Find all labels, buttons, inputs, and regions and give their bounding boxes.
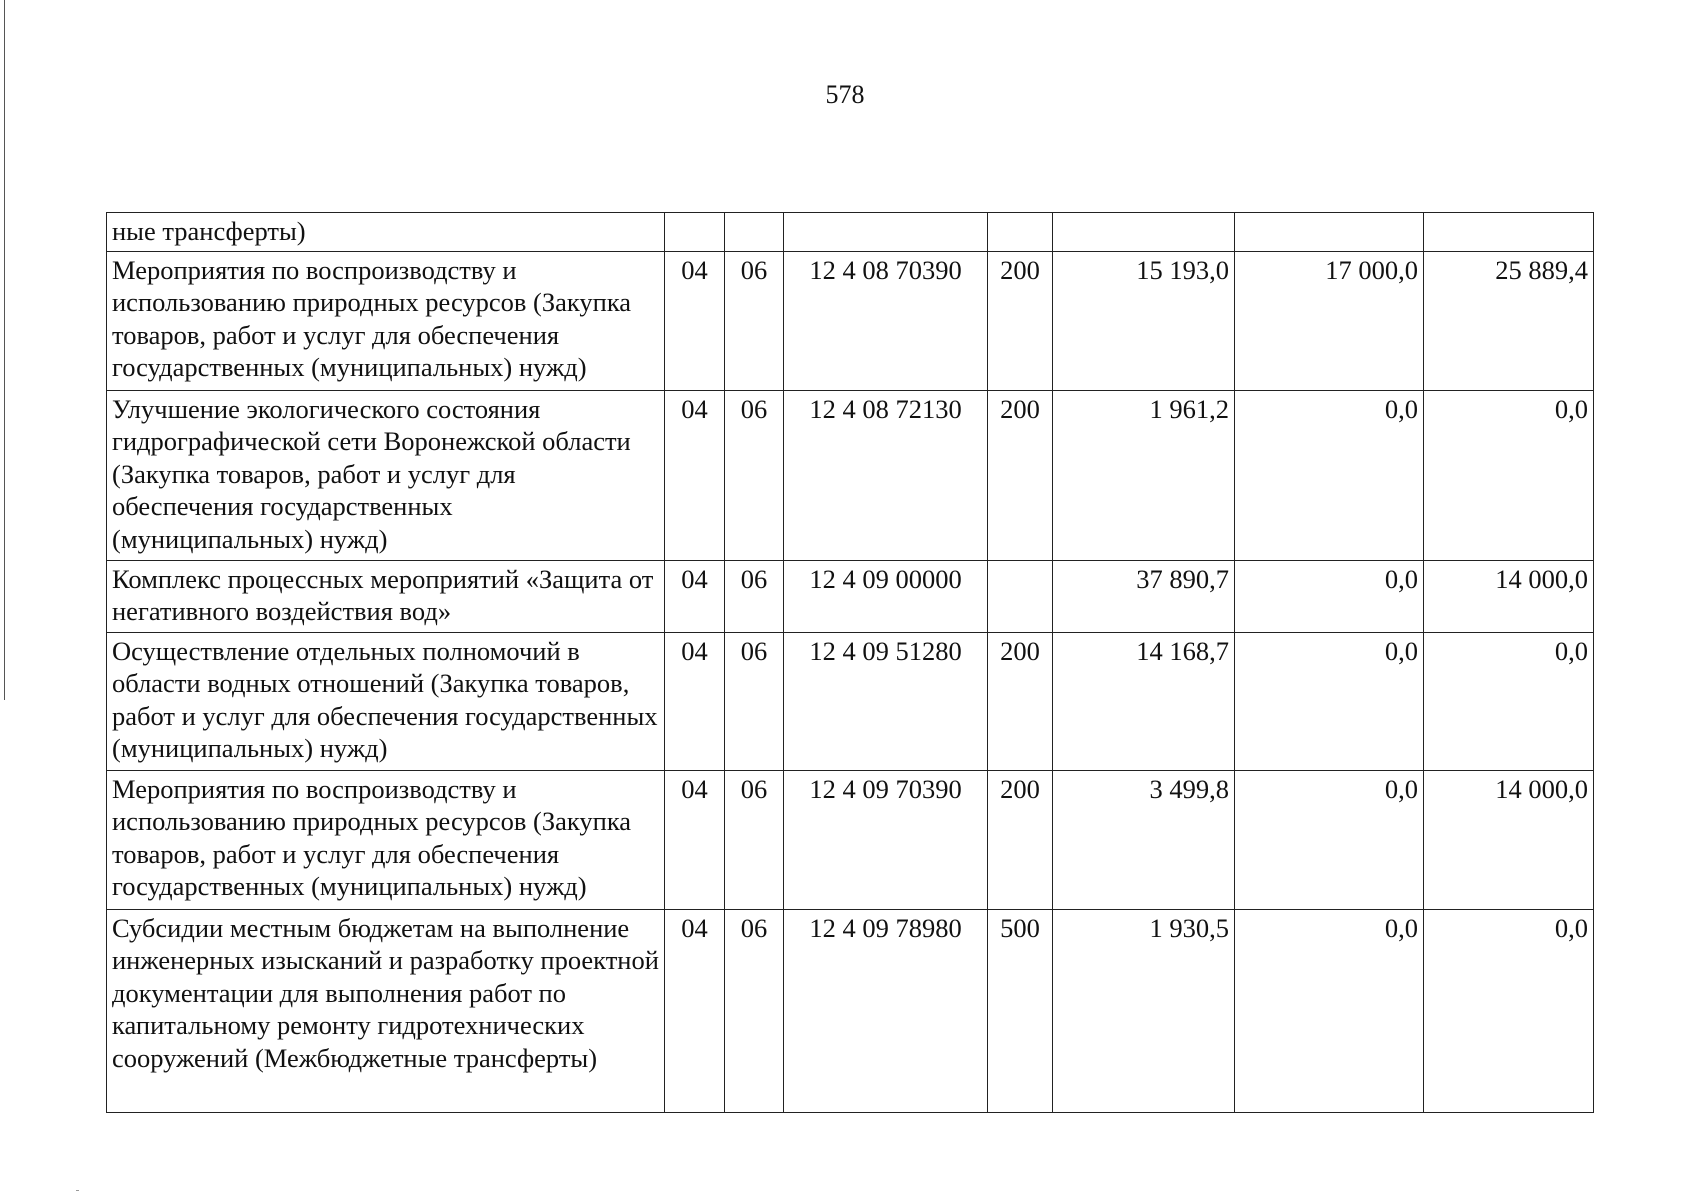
page-number: 578 (825, 80, 865, 109)
expense-type-cell (988, 213, 1053, 252)
target-article-cell: 12 4 09 78980 (784, 909, 988, 1112)
row-name-cell: ные трансферты) (107, 213, 665, 252)
amount-3-cell: 0,0 (1424, 909, 1594, 1112)
subsection-code-cell: 06 (725, 632, 784, 770)
row-name-cell: Улучшение экологического состояния гидрографической сети Воронежской области (Закупка товаров, работ и услуг для обеспечения государственных (муниципальных) нужд) (107, 390, 665, 560)
amount-2-cell: 0,0 (1235, 909, 1424, 1112)
row-name-cell: Осуществление отдельных полномочий в области водных отношений (Закупка товаров, работ и услуг для обеспечения государственных (муниципальных) нужд) (107, 632, 665, 770)
amount-1-cell: 3 499,8 (1053, 770, 1235, 909)
table-row (107, 251, 1594, 390)
row-name-cell: Комплекс процессных мероприятий «Защита от негативного воздействия вод» (107, 560, 665, 632)
table-row (107, 770, 1594, 909)
expense-type-cell: 200 (988, 390, 1053, 560)
expense-type-cell: 200 (988, 251, 1053, 390)
section-code-cell (665, 213, 725, 252)
table-row (107, 390, 1594, 560)
section-code-cell: 04 (665, 390, 725, 560)
table-row (107, 909, 1594, 1112)
section-code-cell: 04 (665, 909, 725, 1112)
subsection-code-cell: 06 (725, 560, 784, 632)
amount-1-cell: 14 168,7 (1053, 632, 1235, 770)
table-row (107, 560, 1594, 632)
amount-3-cell: 0,0 (1424, 390, 1594, 560)
amount-1-cell: 37 890,7 (1053, 560, 1235, 632)
amount-1-cell: 1 930,5 (1053, 909, 1235, 1112)
amount-2-cell: 0,0 (1235, 632, 1424, 770)
row-name-cell: Мероприятия по воспроизводству и использованию природных ресурсов (Закупка товаров, работ и услуг для обеспечения государственных (муниципальных) нужд) (107, 251, 665, 390)
budget-table (106, 212, 1594, 1113)
amount-3-cell: 14 000,0 (1424, 770, 1594, 909)
target-article-cell: 12 4 09 51280 (784, 632, 988, 770)
subsection-code-cell: 06 (725, 390, 784, 560)
expense-type-cell: 500 (988, 909, 1053, 1112)
amount-3-cell (1424, 213, 1594, 252)
table-row (107, 213, 1594, 252)
subsection-code-cell: 06 (725, 770, 784, 909)
row-name-cell: Мероприятия по воспроизводству и использованию природных ресурсов (Закупка товаров, работ и услуг для обеспечения государственных (муниципальных) нужд) (107, 770, 665, 909)
expense-type-cell: 200 (988, 770, 1053, 909)
target-article-cell: 12 4 08 72130 (784, 390, 988, 560)
section-code-cell: 04 (665, 560, 725, 632)
target-article-cell: 12 4 09 00000 (784, 560, 988, 632)
expense-type-cell (988, 560, 1053, 632)
amount-1-cell: 15 193,0 (1053, 251, 1235, 390)
amount-3-cell: 25 889,4 (1424, 251, 1594, 390)
row-name-cell: Субсидии местным бюджетам на выполнение инженерных изысканий и разработку проектной документации для выполнения работ по капитальному ремонту гидротехнических сооружений (Межбюджетные трансферты) (107, 909, 665, 1112)
target-article-cell (784, 213, 988, 252)
table-row (107, 632, 1594, 770)
amount-1-cell (1053, 213, 1235, 252)
amount-2-cell: 0,0 (1235, 390, 1424, 560)
amount-2-cell: 0,0 (1235, 560, 1424, 632)
amount-2-cell (1235, 213, 1424, 252)
scan-speck (76, 1190, 79, 1191)
section-code-cell: 04 (665, 770, 725, 909)
expense-type-cell: 200 (988, 632, 1053, 770)
subsection-code-cell (725, 213, 784, 252)
target-article-cell: 12 4 09 70390 (784, 770, 988, 909)
target-article-cell: 12 4 08 70390 (784, 251, 988, 390)
subsection-code-cell: 06 (725, 251, 784, 390)
amount-2-cell: 0,0 (1235, 770, 1424, 909)
amount-3-cell: 0,0 (1424, 632, 1594, 770)
subsection-code-cell: 06 (725, 909, 784, 1112)
amount-2-cell: 17 000,0 (1235, 251, 1424, 390)
amount-3-cell: 14 000,0 (1424, 560, 1594, 632)
section-code-cell: 04 (665, 251, 725, 390)
section-code-cell: 04 (665, 632, 725, 770)
amount-1-cell: 1 961,2 (1053, 390, 1235, 560)
